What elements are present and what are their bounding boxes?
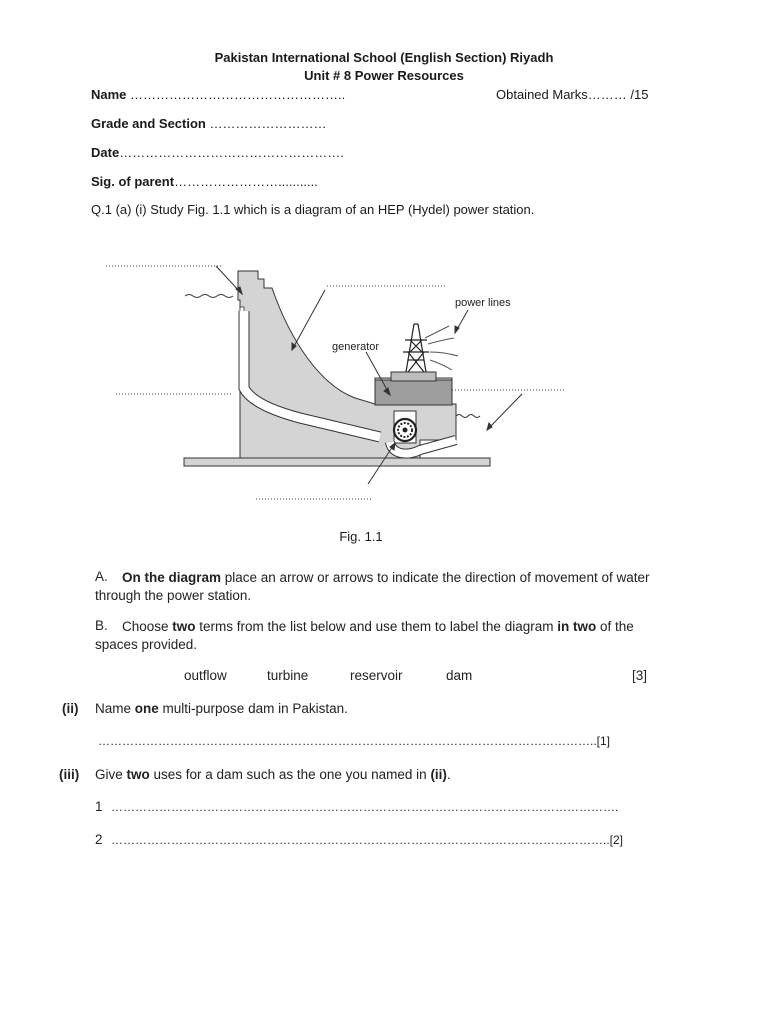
name-label: Name bbox=[91, 87, 127, 102]
term-turbine: turbine bbox=[267, 668, 309, 683]
part-a-text: On the diagram place an arrow or arrows to indicate the direction of movement of water through the power station. bbox=[95, 570, 650, 603]
part-ii-text: Name one multi-purpose dam in Pakistan. bbox=[95, 701, 348, 716]
date-field[interactable] bbox=[91, 145, 344, 160]
sig-label: Sig. of parent bbox=[91, 174, 175, 189]
sig-field[interactable] bbox=[91, 174, 318, 189]
term-outflow: outflow bbox=[184, 668, 227, 683]
question-1-stem: Q.1 (a) (i) Study Fig. 1.1 which is a diagram of an HEP (Hydel) power station. bbox=[91, 202, 535, 217]
term-dam: dam bbox=[446, 668, 473, 683]
school-title: Pakistan International School (English Section) Riyadh bbox=[214, 50, 554, 65]
power-lines-label: power lines bbox=[455, 297, 511, 309]
part-b-text: Choose two terms from the list below and use them to label the diagram in two of the spaces provided. bbox=[95, 619, 634, 652]
part-iii-answer-line-2[interactable]: ……………………………………………………………………………………………………………..[2] bbox=[111, 833, 624, 847]
part-ii-answer-line[interactable]: ……………………………………………………………………………………………………………..[1] bbox=[98, 734, 611, 748]
term-reservoir: reservoir bbox=[350, 668, 403, 683]
part-iii-answer-line-1[interactable]: ………………………………………………………………………………………………………………. bbox=[111, 800, 619, 814]
outflow-water bbox=[456, 415, 480, 418]
grade-dots: ……………………… bbox=[209, 116, 327, 131]
base-slab bbox=[184, 458, 490, 466]
part-iii-line1-number: 1 bbox=[95, 799, 103, 814]
figure-caption: Fig. 1.1 bbox=[339, 529, 383, 544]
unit-title: Unit # 8 Power Resources bbox=[304, 68, 464, 83]
part-iii-number: (iii) bbox=[59, 767, 80, 782]
generator-label: generator bbox=[332, 341, 380, 353]
pylon-icon bbox=[403, 324, 429, 372]
hep-diagram bbox=[0, 250, 768, 510]
part-a-letter: A. bbox=[95, 569, 108, 584]
date-label: Date bbox=[91, 145, 120, 160]
reservoir-water bbox=[185, 295, 233, 298]
name-field[interactable] bbox=[91, 87, 345, 102]
part-ii-number: (ii) bbox=[62, 701, 79, 716]
part-a-bold: On the diagram bbox=[122, 570, 222, 585]
part-b-letter: B. bbox=[95, 618, 108, 633]
part-b-marks: [3] bbox=[632, 668, 648, 683]
power-lines-icon bbox=[425, 326, 458, 370]
grade-field[interactable] bbox=[91, 116, 327, 131]
part-iii-text: Give two uses for a dam such as the one you named in (ii). bbox=[95, 767, 451, 782]
obtained-marks: Obtained Marks……… /15 bbox=[496, 87, 649, 102]
name-dots: ………………………………………….. bbox=[130, 87, 346, 102]
part-iii-line2-number: 2 bbox=[95, 832, 103, 847]
date-dots: ……………………………………………. bbox=[119, 145, 344, 160]
sig-dots: ……………………........... bbox=[174, 174, 318, 189]
grade-label: Grade and Section bbox=[91, 116, 206, 131]
